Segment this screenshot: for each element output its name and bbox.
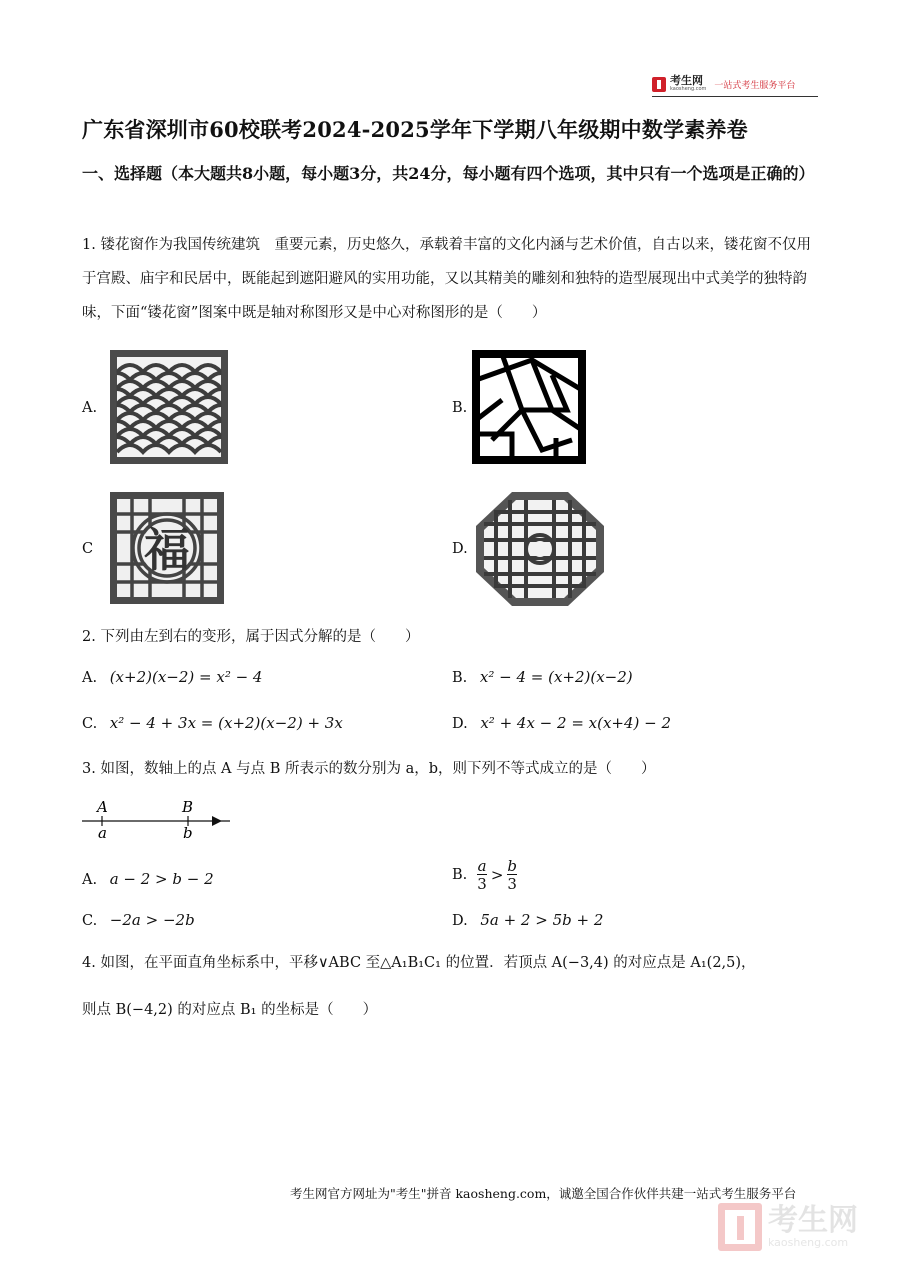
fraction-numerator: a xyxy=(477,857,487,875)
fraction-denominator: 3 xyxy=(507,875,517,893)
q3-number-line xyxy=(80,794,230,842)
footer-text: 考生网官方网址为"考生"拼音 kaosheng.com，诚邀全国合作伙伴共建一站式考生服务平台 xyxy=(290,1186,797,1201)
fraction-denominator: 3 xyxy=(477,875,487,893)
q1-option-b-image xyxy=(472,350,586,464)
question-4-line-2: 则点 B(−4,2) 的对应点 B₁ 的坐标是（ ） xyxy=(82,1002,378,1018)
watermark-text xyxy=(768,1202,858,1249)
q3-option-a xyxy=(82,870,214,888)
q1-option-c-image xyxy=(110,492,224,604)
q1-option-a-image xyxy=(110,350,228,464)
q3-option-b xyxy=(452,858,517,892)
axis-point-b: B xyxy=(182,798,194,816)
q2-option-d xyxy=(452,714,671,732)
kaosheng-logo-icon xyxy=(652,77,666,92)
q3-option-a-label: A. xyxy=(82,872,98,888)
watermark-logo-icon xyxy=(718,1203,762,1251)
question-2-text: 2. 下列由左到右的变形，属于因式分解的是（ ） xyxy=(82,629,420,645)
logo-domain: kaosheng.com xyxy=(670,86,707,92)
q2-option-a-expr: (x+2)(x−2) = x² − 4 xyxy=(109,668,263,686)
q2-option-a-label: A. xyxy=(82,670,98,686)
q1-option-d-label: D. xyxy=(452,541,468,557)
header-rule xyxy=(652,96,818,97)
q3-option-c-expr: −2a > −2b xyxy=(109,911,195,929)
q2-option-b xyxy=(452,668,633,686)
watermark-domain: kaosheng.com xyxy=(768,1235,849,1249)
q3-option-c-label: C. xyxy=(82,913,98,929)
q3-option-c xyxy=(82,911,195,929)
logo-slogan: 一站式考生服务平台 xyxy=(714,80,796,91)
watermark-name: 考生网 xyxy=(768,1202,858,1238)
q1-option-c-label: C xyxy=(82,541,94,557)
q2-option-b-expr: x² − 4 = (x+2)(x−2) xyxy=(479,668,633,686)
question-3-text: 3. 如图，数轴上的点 A 与点 B 所表示的数分别为 a，b，则下列不等式成立的是（ ） xyxy=(82,761,656,777)
q3-option-b-left-fraction xyxy=(477,858,487,892)
logo-name: 考生网 xyxy=(670,74,703,87)
q3-option-b-label: B. xyxy=(452,867,468,883)
question-1-text: 1. 镂花窗作为我国传统建筑 重要元素，历史悠久，承载着丰富的文化内涵与艺术价值，自古以来，镂花窗不仅用于宫殿、庙宇和民居中，既能起到遮阳避风的实用功能，又以其精美的雕刻和独特的造型展现出中式美学的独特韵味，下面“镂花窗”图案中既是轴对称图形又是中心对称图形的是（ ） xyxy=(82,237,811,321)
q2-option-c xyxy=(82,714,343,732)
section-heading: 一、选择题（本大题共8小题，每小题3分，共24分，每小题有四个选项，其中只有一个选项是正确的） xyxy=(82,164,815,183)
q2-option-c-label: C. xyxy=(82,716,98,732)
q1-option-a-label: A. xyxy=(82,400,98,416)
axis-value-b: b xyxy=(183,824,193,842)
fraction-numerator: b xyxy=(507,857,517,875)
axis-point-a: A xyxy=(97,798,108,816)
q1-option-b-label: B. xyxy=(452,400,468,416)
q2-option-c-expr: x² − 4 + 3x = (x+2)(x−2) + 3x xyxy=(109,714,343,732)
q3-option-d xyxy=(452,911,603,929)
q3-option-d-expr: 5a + 2 > 5b + 2 xyxy=(480,911,604,929)
watermark xyxy=(718,1203,858,1251)
axis-value-a: a xyxy=(98,824,107,842)
q2-option-a xyxy=(82,668,262,686)
q2-option-d-expr: x² + 4x − 2 = x(x+4) − 2 xyxy=(480,714,672,732)
q3-option-b-right-fraction xyxy=(507,858,517,892)
q2-option-d-label: D. xyxy=(452,716,468,732)
header-logo xyxy=(652,76,795,92)
fraction-operator: > xyxy=(490,866,504,884)
q1-option-d-image xyxy=(474,490,606,608)
page-title: 广东省深圳市60校联考2024-2025学年下学期八年级期中数学素养卷 xyxy=(82,117,748,142)
q3-option-d-label: D. xyxy=(452,913,468,929)
fu-character: 福 xyxy=(144,523,190,577)
logo-text xyxy=(670,76,706,92)
question-4-line-1: 4. 如图，在平面直角坐标系中，平移∨ABC 至△A₁B₁C₁ 的位置．若顶点 A(−3,4) 的对应点是 A₁(2,5)， xyxy=(82,955,756,971)
q2-option-b-label: B. xyxy=(452,670,468,686)
number-line-arrow-icon xyxy=(212,816,222,826)
q3-option-a-expr: a − 2 > b − 2 xyxy=(109,870,214,888)
